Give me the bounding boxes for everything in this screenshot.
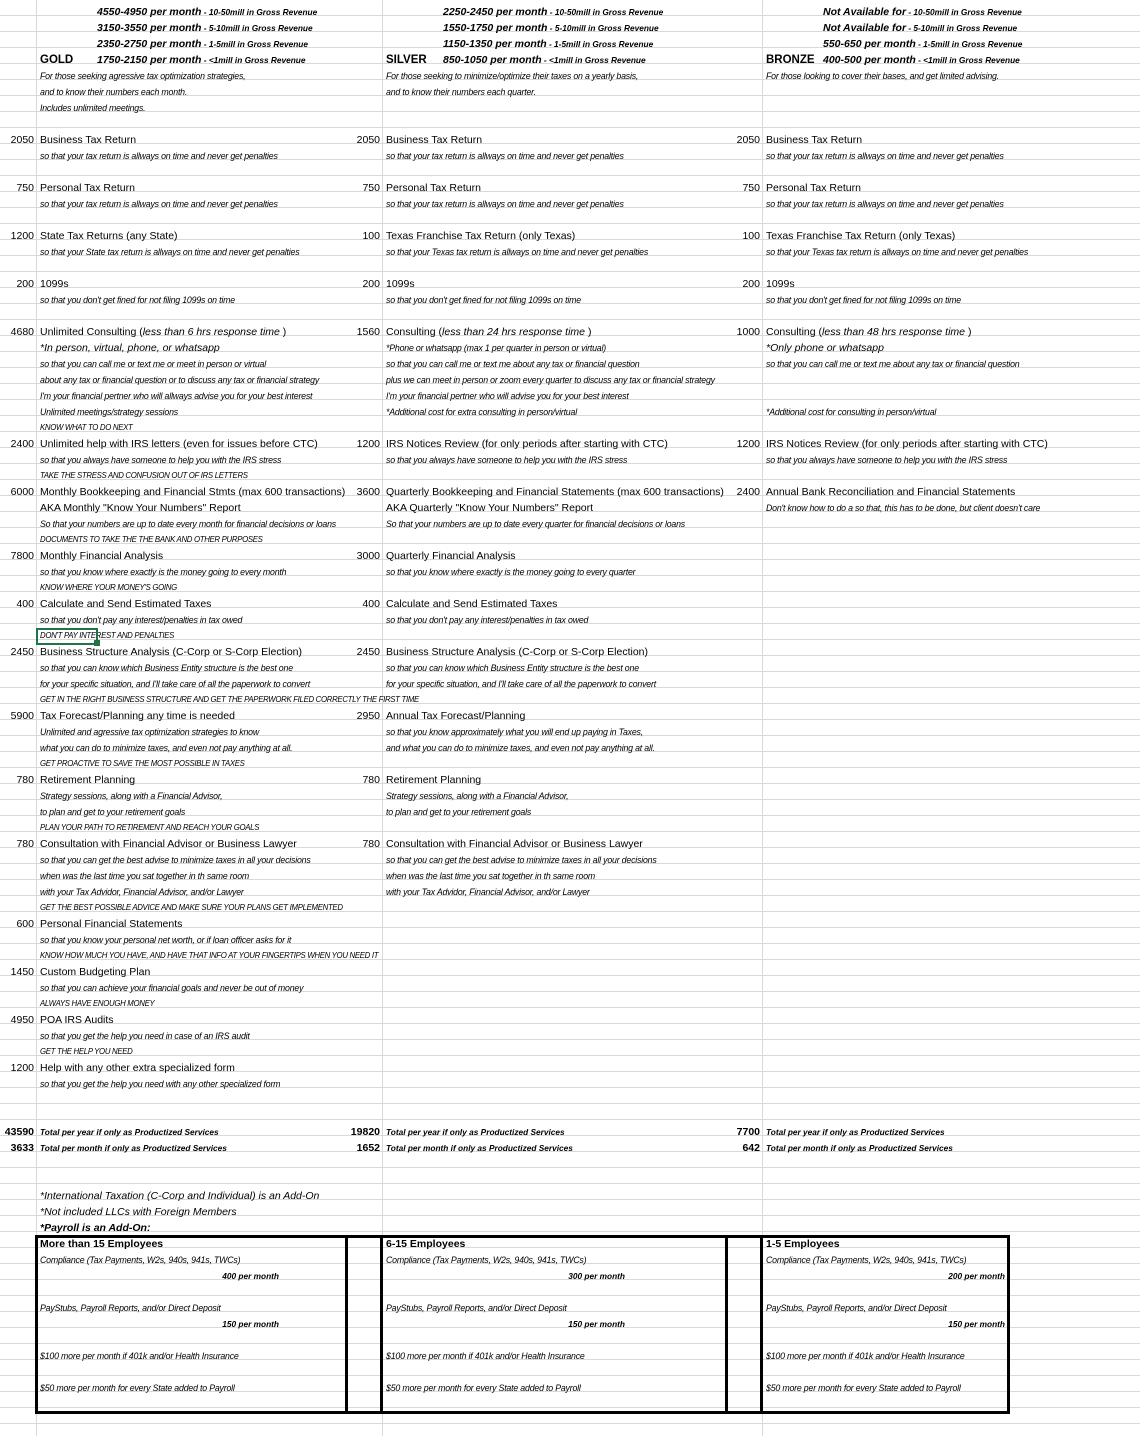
service-title[interactable] — [386, 708, 525, 724]
service-detail: *Only phone or whatsapp — [766, 342, 884, 354]
payroll-table-border — [35, 1235, 1010, 1414]
service-detail: when was the last time you sat together in th same room — [40, 871, 250, 881]
service-title-text: Consultation with Financial Advisor or Business Lawyer — [386, 838, 643, 850]
service-detail: DON'T PAY INTEREST AND PENALTIES — [40, 631, 174, 640]
price-range-bronze-3 — [823, 52, 1020, 68]
service-detail: TAKE THE STRESS AND CONFUSION OUT OF IRS LETTERS — [40, 471, 248, 480]
service-detail: so that you can know which Business Entity structure is the best one — [386, 663, 639, 673]
service-title[interactable] — [40, 964, 150, 980]
service-detail: about any tax or financial question or to discuss any tax or financial strategy — [40, 375, 320, 385]
payroll-column-divider — [725, 1235, 728, 1411]
service-title[interactable] — [40, 836, 297, 852]
price-range-bronze-0 — [823, 4, 1022, 20]
service-price[interactable]: 3600 — [356, 486, 380, 498]
price-range-gold-2 — [97, 36, 308, 52]
service-price[interactable]: 7800 — [10, 550, 34, 562]
revenue-range: - <1mill in Gross Revenue — [915, 55, 1020, 65]
service-title-text: Retirement Planning — [386, 774, 482, 786]
service-detail: so that your tax return is allways on time and never get penalties — [40, 199, 278, 209]
service-detail: so that you know your personal net worth, or if loan officer asks for it — [40, 935, 292, 945]
payroll-state-note: $50 more per month for every State added to Payroll — [386, 1383, 581, 1393]
service-detail: so that you get the help you need with any other specialized form — [40, 1079, 281, 1089]
total-label: Total per year if only as Productized Services — [40, 1127, 219, 1137]
tier-description: and to know their numbers each quarter. — [386, 87, 536, 97]
payroll-state-note: $50 more per month for every State added to Payroll — [766, 1383, 961, 1393]
service-detail: so that you get the help you need in case of an IRS audit — [40, 1031, 250, 1041]
revenue-range: - <1mill in Gross Revenue — [541, 55, 646, 65]
addon-note: *Payroll is an Add-On: — [40, 1222, 151, 1234]
service-price[interactable]: 1200 — [10, 230, 34, 242]
price-value: 850-1050 per month — [443, 54, 542, 66]
service-title-text: Monthly Financial Analysis — [40, 550, 164, 562]
total-amount[interactable]: 19820 — [350, 1126, 380, 1138]
payroll-compliance: Compliance (Tax Payments, W2s, 940s, 941s, TWCs) — [40, 1255, 241, 1265]
service-title[interactable] — [766, 180, 861, 196]
service-detail: so that your tax return is allways on time and never get penalties — [766, 151, 1004, 161]
payroll-compliance-price[interactable]: 200 per month — [948, 1271, 1005, 1281]
service-title-text: Consulting ( — [766, 326, 823, 338]
service-title-text: Custom Budgeting Plan — [40, 966, 151, 978]
payroll-paystubs: PayStubs, Payroll Reports, and/or Direct Deposit — [766, 1303, 947, 1313]
service-title-text: Annual Tax Forecast/Planning — [386, 710, 526, 722]
service-detail: to plan and get to your retirement goals — [386, 807, 532, 817]
revenue-range: - 5-10mill in Gross Revenue — [201, 23, 313, 33]
tier-name-gold: GOLD — [40, 54, 74, 66]
price-range-gold-0 — [97, 4, 317, 20]
service-title[interactable] — [386, 436, 668, 452]
service-price[interactable]: 2050 — [356, 134, 380, 146]
service-title-end: ) — [965, 326, 972, 338]
service-title-text: State Tax Returns (any State) — [40, 230, 178, 242]
revenue-range: - 1-5mill in Gross Revenue — [201, 39, 308, 49]
service-detail: Unlimited meetings/strategy sessions — [40, 407, 179, 417]
service-price[interactable]: 1000 — [736, 326, 760, 338]
response-time: less than 24 hrs response time — [442, 326, 586, 338]
payroll-paystubs: PayStubs, Payroll Reports, and/or Direct Deposit — [40, 1303, 221, 1313]
price-value: 3150-3550 per month — [97, 22, 202, 34]
tier-description: and to know their numbers each month. — [40, 87, 188, 97]
service-detail: So that your numbers are up to date every month for financial decisions or loans — [40, 519, 336, 529]
service-price[interactable]: 100 — [362, 230, 380, 242]
addon-note: *Not included LLCs with Foreign Members — [40, 1206, 237, 1218]
service-title[interactable] — [40, 436, 318, 452]
total-amount[interactable]: 1652 — [356, 1142, 380, 1154]
service-detail: I'm your financial pertner who will allways advise you for your best interest — [40, 391, 313, 401]
service-detail: KNOW WHERE YOUR MONEY'S GOING — [40, 583, 177, 592]
service-detail: so that you always have someone to help you with the IRS stress — [40, 455, 282, 465]
service-detail: *In person, virtual, phone, or whatsapp — [40, 342, 220, 354]
service-detail: so that you don't pay any interest/penalties in tax owed — [386, 615, 589, 625]
service-title[interactable] — [386, 228, 575, 244]
service-title-text: Consulting ( — [386, 326, 443, 338]
service-price[interactable]: 2050 — [736, 134, 760, 146]
service-title[interactable] — [766, 484, 1015, 500]
service-detail: so that you don't get fined for not filing 1099s on time — [40, 295, 235, 305]
service-price[interactable]: 400 — [16, 598, 34, 610]
service-title[interactable] — [40, 644, 302, 660]
service-detail: so that your tax return is allways on time and never get penalties — [386, 151, 624, 161]
service-price[interactable]: 2450 — [356, 646, 380, 658]
service-title-text: Personal Financial Statements — [40, 918, 183, 930]
service-title-end: ) — [279, 326, 287, 338]
payroll-paystubs-price[interactable]: 150 per month — [222, 1319, 279, 1329]
service-detail: GET THE BEST POSSIBLE ADVICE AND MAKE SURE YOUR PLANS GET IMPLEMENTED — [40, 903, 343, 912]
service-title-text: 1099s — [40, 278, 69, 290]
service-price[interactable]: 5900 — [10, 710, 34, 722]
payroll-employees-header: 6-15 Employees — [386, 1238, 466, 1250]
price-value: 4550-4950 per month — [97, 6, 202, 18]
service-price[interactable]: 600 — [16, 918, 34, 930]
service-detail: KNOW HOW MUCH YOU HAVE, AND HAVE THAT INFO AT YOUR FINGERTIPS WHEN YOU NEED IT — [40, 951, 379, 960]
service-price[interactable]: 750 — [742, 182, 760, 194]
service-detail: GET IN THE RIGHT BUSINESS STRUCTURE AND GET THE PAPERWORK FILED CORRECTLY THE FIRST TIME — [40, 695, 419, 704]
service-price[interactable]: 2050 — [10, 134, 34, 146]
payroll-employees-header: More than 15 Employees — [40, 1238, 164, 1250]
price-range-bronze-1 — [823, 20, 1017, 36]
total-amount[interactable]: 642 — [742, 1142, 760, 1154]
service-title-text: Consultation with Financial Advisor or Business Lawyer — [40, 838, 297, 850]
total-amount[interactable]: 3633 — [10, 1142, 34, 1154]
service-title[interactable] — [40, 772, 135, 788]
payroll-paystubs-price[interactable]: 150 per month — [948, 1319, 1005, 1329]
service-price[interactable]: 780 — [362, 774, 380, 786]
service-title[interactable] — [766, 228, 955, 244]
revenue-range: - 5-10mill in Gross Revenue — [547, 23, 659, 33]
payroll-paystubs-price[interactable]: 150 per month — [568, 1319, 625, 1329]
service-price[interactable]: 2400 — [736, 486, 760, 498]
service-title-text: IRS Notices Review (for only periods after starting with CTC) — [766, 438, 1048, 450]
service-title[interactable] — [386, 596, 557, 612]
service-detail: So that your numbers are up to date every quarter for financial decisions or loans — [386, 519, 685, 529]
tier-name-bronze: BRONZE — [766, 54, 815, 66]
service-detail: and what you can do to minimize taxes, and even not pay anything at all. — [386, 743, 655, 753]
service-title-text: Personal Tax Return — [766, 182, 861, 194]
service-title[interactable] — [40, 1012, 114, 1028]
service-title[interactable] — [40, 484, 345, 500]
service-detail: GET THE HELP YOU NEED — [40, 1047, 133, 1056]
service-title[interactable] — [40, 708, 235, 724]
price-value: Not Available for — [823, 22, 907, 34]
service-detail: so that you don't pay any interest/penalties in tax owed — [40, 615, 243, 625]
service-price[interactable]: 200 — [362, 278, 380, 290]
service-detail: to plan and get to your retirement goals — [40, 807, 186, 817]
service-detail: so that you can call me or text me about any tax or financial question — [766, 359, 1020, 369]
service-title-text: POA IRS Audits — [40, 1014, 114, 1026]
service-title[interactable] — [40, 1060, 235, 1076]
service-title-text: Monthly Bookkeeping and Financial Stmts (max 600 transactions) — [40, 486, 346, 498]
service-price[interactable]: 1200 — [736, 438, 760, 450]
service-title-text: Calculate and Send Estimated Taxes — [40, 598, 212, 610]
service-detail: with your Tax Advidor, Financial Advisor, and/or Lawyer — [40, 887, 244, 897]
response-time: less than 6 hrs response time — [142, 326, 280, 338]
payroll-401k-note: $100 more per month if 401k and/or Health Insurance — [40, 1351, 239, 1361]
service-title-text: IRS Notices Review (for only periods after starting with CTC) — [386, 438, 668, 450]
service-detail: so that your tax return is allways on time and never get penalties — [766, 199, 1004, 209]
revenue-range: - 5-10mill in Gross Revenue — [906, 23, 1018, 33]
service-title[interactable] — [386, 276, 415, 292]
service-detail: with your Tax Advidor, Financial Advisor, and/or Lawyer — [386, 887, 590, 897]
payroll-paystubs: PayStubs, Payroll Reports, and/or Direct Deposit — [386, 1303, 567, 1313]
service-title-text: 1099s — [386, 278, 415, 290]
service-detail: ALWAYS HAVE ENOUGH MONEY — [40, 999, 155, 1008]
price-range-gold-3 — [97, 52, 305, 68]
service-title-text: Texas Franchise Tax Return (only Texas) — [766, 230, 956, 242]
revenue-range: - <1mill in Gross Revenue — [201, 55, 306, 65]
service-detail: Strategy sessions, along with a Financial Advisor, — [40, 791, 223, 801]
service-detail: so that you can call me or text me about any tax or financial question — [386, 359, 640, 369]
addon-note: *International Taxation (C-Corp and Individual) is an Add-On — [40, 1190, 320, 1202]
service-detail: for your specific situation, and I'll take care of all the paperwork to convert — [386, 679, 656, 689]
service-title-text: Business Tax Return — [386, 134, 483, 146]
response-time: less than 48 hrs response time — [822, 326, 966, 338]
service-price[interactable]: 750 — [362, 182, 380, 194]
service-title-text: Help with any other extra specialized form — [40, 1062, 235, 1074]
service-price[interactable]: 780 — [362, 838, 380, 850]
payroll-compliance: Compliance (Tax Payments, W2s, 940s, 941s, TWCs) — [386, 1255, 587, 1265]
price-value: 1550-1750 per month — [443, 22, 548, 34]
fill-handle[interactable] — [94, 640, 100, 646]
service-price[interactable]: 750 — [16, 182, 34, 194]
service-price[interactable]: 780 — [16, 774, 34, 786]
service-title-text: Retirement Planning — [40, 774, 136, 786]
revenue-range: - 1-5mill in Gross Revenue — [915, 39, 1023, 49]
service-detail: PLAN YOUR PATH TO RETIREMENT AND REACH YOUR GOALS — [40, 823, 260, 832]
price-range-silver-3 — [443, 52, 646, 68]
service-title-text: Personal Tax Return — [40, 182, 135, 194]
service-detail: so that you can achieve your financial goals and never be out of money — [40, 983, 304, 993]
service-price[interactable]: 400 — [362, 598, 380, 610]
service-detail: so that your tax return is allways on time and never get penalties — [40, 151, 278, 161]
service-detail: DOCUMENTS TO TAKE THE THE BANK AND OTHER PURPOSES — [40, 535, 263, 544]
service-detail: so that your tax return is allways on time and never get penalties — [386, 199, 624, 209]
service-price[interactable]: 2950 — [356, 710, 380, 722]
service-title-text: Texas Franchise Tax Return (only Texas) — [386, 230, 576, 242]
price-value: 1750-2150 per month — [97, 54, 202, 66]
service-title-text: Business Structure Analysis (C-Corp or S-Corp Election) — [386, 646, 649, 658]
price-range-silver-2 — [443, 36, 653, 52]
service-title[interactable] — [766, 324, 971, 340]
service-title[interactable] — [386, 772, 481, 788]
payroll-state-note: $50 more per month for every State added to Payroll — [40, 1383, 235, 1393]
service-title-text: Unlimited help with IRS letters (even for issues before CTC) — [40, 438, 318, 450]
service-title-text: 1099s — [766, 278, 795, 290]
service-title-text: Business Structure Analysis (C-Corp or S-Corp Election) — [40, 646, 303, 658]
service-price[interactable]: 1200 — [10, 1062, 34, 1074]
revenue-range: - 10-50mill in Gross Revenue — [906, 7, 1022, 17]
payroll-401k-note: $100 more per month if 401k and/or Health Insurance — [766, 1351, 965, 1361]
service-price[interactable]: 3000 — [356, 550, 380, 562]
service-title-text: Calculate and Send Estimated Taxes — [386, 598, 558, 610]
service-detail: so that you can get the best advise to minimize taxes in all your decisions — [40, 855, 311, 865]
service-title[interactable] — [40, 180, 135, 196]
total-amount[interactable]: 7700 — [736, 1126, 760, 1138]
service-title[interactable] — [766, 276, 795, 292]
service-title[interactable] — [386, 132, 482, 148]
revenue-range: - 10-50mill in Gross Revenue — [201, 7, 318, 17]
total-label: Total per month if only as Productized Services — [386, 1143, 573, 1153]
payroll-compliance: Compliance (Tax Payments, W2s, 940s, 941s, TWCs) — [766, 1255, 967, 1265]
service-detail: so that you don't get fined for not filing 1099s on time — [766, 295, 961, 305]
service-title[interactable] — [386, 836, 643, 852]
payroll-column-divider — [380, 1235, 383, 1411]
service-detail: *Additional cost for consulting in person/virtual — [766, 407, 937, 417]
service-detail: KNOW WHAT TO DO NEXT — [40, 423, 133, 432]
active-cell-selection[interactable] — [36, 628, 98, 645]
price-range-gold-1 — [97, 20, 313, 36]
service-detail: *Phone or whatsapp (max 1 per quarter in person or virtual) — [386, 343, 606, 353]
service-title[interactable] — [386, 180, 481, 196]
service-detail: AKA Quarterly "Know Your Numbers" Report — [386, 502, 594, 514]
payroll-401k-note: $100 more per month if 401k and/or Health Insurance — [386, 1351, 585, 1361]
service-price[interactable]: 100 — [742, 230, 760, 242]
service-price[interactable]: 200 — [16, 278, 34, 290]
service-detail: for your specific situation, and I'll take care of all the paperwork to convert — [40, 679, 310, 689]
price-value: 1150-1350 per month — [443, 38, 547, 50]
service-detail: plus we can meet in person or zoom every quarter to discuss any tax or financial strategy — [386, 375, 715, 385]
tier-name-silver: SILVER — [386, 54, 427, 66]
service-title[interactable] — [386, 644, 648, 660]
service-detail: so that you know approximately what you will end up paying in Taxes, — [386, 727, 643, 737]
price-range-bronze-2 — [823, 36, 1022, 52]
payroll-compliance-price[interactable]: 300 per month — [568, 1271, 625, 1281]
payroll-column-divider — [345, 1235, 348, 1411]
service-detail: I'm your financial pertner who will advise you for your best interest — [386, 391, 629, 401]
service-detail: GET PROACTIVE TO SAVE THE MOST POSSIBLE IN TAXES — [40, 759, 245, 768]
service-title[interactable] — [40, 548, 163, 564]
payroll-compliance-price[interactable]: 400 per month — [222, 1271, 279, 1281]
service-price[interactable]: 6000 — [10, 486, 34, 498]
price-value: 2250-2450 per month — [443, 6, 548, 18]
service-title[interactable] — [766, 132, 862, 148]
service-detail: so that you don't get fined for not filing 1099s on time — [386, 295, 581, 305]
service-detail: so that you always have someone to help you with the IRS stress — [386, 455, 628, 465]
service-title-text: Business Tax Return — [40, 134, 137, 146]
service-title-text: Business Tax Return — [766, 134, 863, 146]
service-detail: Unlimited and agressive tax optimization strategies to know — [40, 727, 259, 737]
service-title-text: Quarterly Bookkeeping and Financial Statements (max 600 transactions) — [386, 486, 724, 498]
service-title-text: Annual Bank Reconciliation and Financial Statements — [766, 486, 1016, 498]
price-value: Not Available for — [823, 6, 907, 18]
total-label: Total per year if only as Productized Services — [766, 1127, 945, 1137]
service-detail: Strategy sessions, along with a Financial Advisor, — [386, 791, 569, 801]
service-price[interactable]: 200 — [742, 278, 760, 290]
service-detail: so that you know where exactly is the money going to every quarter — [386, 567, 636, 577]
service-detail: so that you always have someone to help you with the IRS stress — [766, 455, 1008, 465]
service-title[interactable] — [40, 276, 69, 292]
service-price[interactable]: 1560 — [356, 326, 380, 338]
service-detail: so that you know where exactly is the money going to every month — [40, 567, 287, 577]
service-title-text: Unlimited Consulting ( — [40, 326, 143, 338]
service-detail: when was the last time you sat together in th same room — [386, 871, 596, 881]
service-title-text: Tax Forecast/Planning any time is needed — [40, 710, 235, 722]
service-price[interactable]: 2450 — [10, 646, 34, 658]
service-detail: so that you can call me or text me or meet in person or virtual — [40, 359, 266, 369]
total-label: Total per month if only as Productized Services — [40, 1143, 227, 1153]
service-detail: so that your Texas tax return is allways on time and never get penalties — [386, 247, 649, 257]
service-detail: Don't know how to do a so that, this has to be done, but client doesn't care — [766, 503, 1041, 513]
service-title-text: Quarterly Financial Analysis — [386, 550, 516, 562]
total-label: Total per month if only as Productized Services — [766, 1143, 953, 1153]
total-label: Total per year if only as Productized Services — [386, 1127, 565, 1137]
service-detail: AKA Monthly "Know Your Numbers" Report — [40, 502, 241, 514]
tier-description: For those looking to cover their bases, and get limited advising. — [766, 71, 999, 81]
service-title[interactable] — [766, 436, 1048, 452]
service-price[interactable]: 1200 — [356, 438, 380, 450]
price-value: 400-500 per month — [823, 54, 916, 66]
service-detail: so that your Texas tax return is allways on time and never get penalties — [766, 247, 1029, 257]
revenue-range: - 10-50mill in Gross Revenue — [547, 7, 664, 17]
service-title[interactable] — [40, 916, 182, 932]
service-title[interactable] — [40, 132, 136, 148]
service-title[interactable] — [386, 484, 724, 500]
service-title-end: ) — [585, 326, 592, 338]
service-title[interactable] — [40, 228, 178, 244]
service-price[interactable]: 4950 — [10, 1014, 34, 1026]
total-amount[interactable]: 43590 — [4, 1126, 34, 1138]
service-price[interactable]: 1450 — [10, 966, 34, 978]
service-detail: so that your State tax return is allways on time and never get penalties — [40, 247, 300, 257]
service-detail: so that you can know which Business Entity structure is the best one — [40, 663, 293, 673]
service-title[interactable] — [40, 596, 211, 612]
tier-description: For those seeking agressive tax optimization strategies, — [40, 71, 246, 81]
revenue-range: - 1-5mill in Gross Revenue — [546, 39, 654, 49]
service-price[interactable]: 780 — [16, 838, 34, 850]
tier-description: Includes unlimited meetings. — [40, 103, 146, 113]
service-title-text: Personal Tax Return — [386, 182, 481, 194]
service-price[interactable]: 4680 — [10, 326, 34, 338]
tier-description: For those seeking to minimize/optimize their taxes on a yearly basis, — [386, 71, 639, 81]
service-detail: what you can do to minimize taxes, and even not pay anything at all. — [40, 743, 293, 753]
payroll-employees-header: 1-5 Employees — [766, 1238, 840, 1250]
price-value: 2350-2750 per month — [97, 38, 202, 50]
service-title[interactable] — [40, 324, 286, 340]
service-title[interactable] — [386, 548, 516, 564]
price-range-silver-1 — [443, 20, 659, 36]
price-value: 550-650 per month — [823, 38, 916, 50]
service-detail: *Additional cost for extra consulting in person/virtual — [386, 407, 577, 417]
payroll-column-divider — [760, 1235, 763, 1411]
service-price[interactable]: 2400 — [10, 438, 34, 450]
service-detail: so that you can get the best advise to minimize taxes in all your decisions — [386, 855, 657, 865]
service-title[interactable] — [386, 324, 591, 340]
price-range-silver-0 — [443, 4, 663, 20]
